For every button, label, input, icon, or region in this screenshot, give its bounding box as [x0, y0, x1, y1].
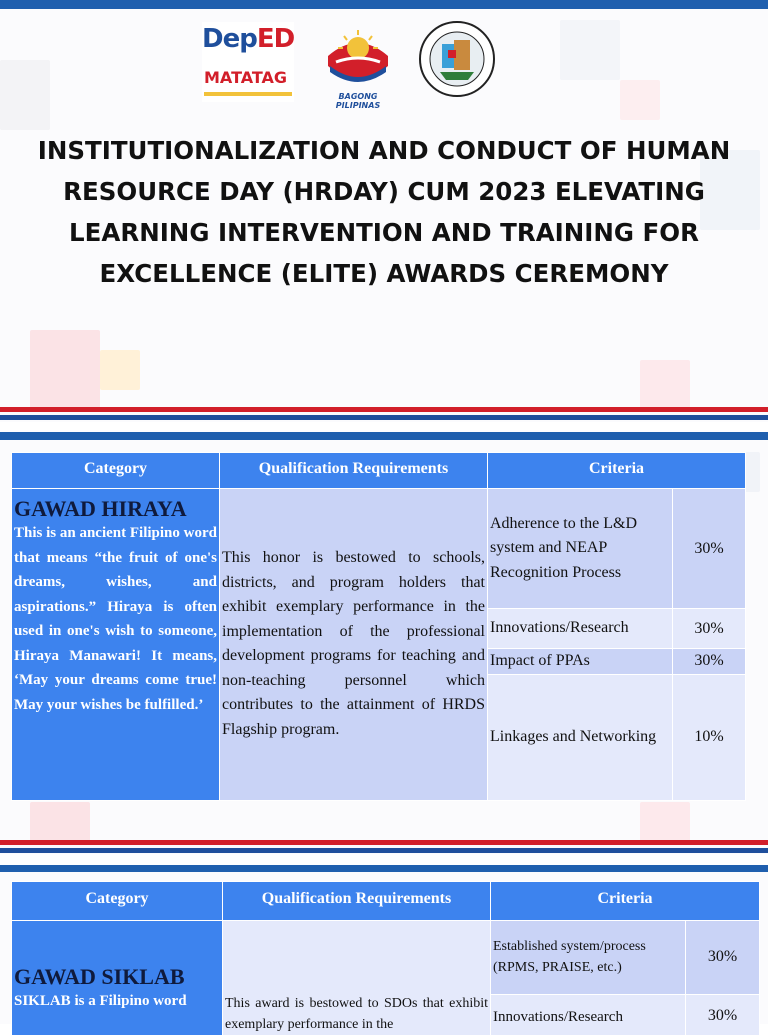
decor-square — [640, 802, 690, 842]
matatag-logo-text: MATATAG — [204, 68, 288, 87]
category-name: GAWAD SIKLAB — [14, 964, 185, 989]
criteria-label: Linkages and Networking — [488, 674, 673, 800]
slide-gap — [0, 422, 768, 432]
criteria-label: Impact of PPAs — [488, 649, 673, 675]
qualification-cell: This award is bestowed to SDOs that exhibit exemplary performance in the — [223, 921, 491, 1036]
stripe-blue — [0, 415, 768, 420]
criteria-weight: 30% — [673, 609, 746, 649]
decor-square — [30, 802, 90, 842]
category-description: This is an ancient Filipino word that means “the fruit of one's dreams, wishes, and aspirations.” Hiraya is often used in one's wish to someone, Hiraya Manawari! It means, ‘May your dreams come true! May your wishes be fulfilled.’ — [14, 525, 217, 713]
bagong-pilipinas-logo — [316, 26, 400, 110]
criteria-weight: 30% — [673, 649, 746, 675]
table-slide-hiraya — [0, 432, 768, 854]
category-cell — [12, 489, 220, 801]
top-bar — [0, 865, 768, 872]
qualification-cell: This honor is bestowed to schools, districts, and program holders that exhibit exemplary performance in the implementation of the professional development programs for teaching and non-teaching personnel which contributes to the attainment of HRDS Flagship program. — [220, 489, 488, 801]
criteria-weight: 30% — [673, 489, 746, 609]
deped-logo-text-ed: ED — [256, 24, 295, 54]
decor-square — [30, 330, 100, 410]
header-criteria: Criteria — [491, 882, 760, 921]
header-category: Category — [12, 453, 220, 489]
stripe-red — [0, 407, 768, 412]
criteria-label: Innovations/Research — [488, 609, 673, 649]
decor-square — [100, 350, 140, 390]
stripe-blue — [0, 848, 768, 853]
criteria-label: Innovations/Research — [491, 994, 686, 1035]
criteria-weight: 30% — [686, 994, 760, 1035]
slide-gap — [0, 854, 768, 865]
bagong-pilipinas-emblem-icon — [316, 26, 400, 92]
category-name: GAWAD HIRAYA — [14, 496, 187, 521]
deped-logo — [202, 22, 294, 102]
decor-square — [640, 360, 690, 410]
header-qualification: Qualification Requirements — [223, 882, 491, 921]
criteria-label: Established system/process (RPMS, PRAISE, etc.) — [491, 921, 686, 995]
deped-tagline-bar — [204, 92, 292, 96]
table-slide-siklab — [0, 865, 768, 1032]
division-seal-icon — [418, 20, 496, 98]
header-qualification: Qualification Requirements — [220, 453, 488, 489]
bagong-pilipinas-label: BAGONG PILIPINAS — [335, 92, 381, 110]
stripe-red — [0, 840, 768, 845]
header-category: Category — [12, 882, 223, 921]
top-bar — [0, 0, 768, 9]
criteria-table-hiraya — [11, 452, 746, 801]
criteria-table-siklab — [11, 881, 760, 1036]
top-bar — [0, 432, 768, 440]
header-criteria: Criteria — [488, 453, 746, 489]
criteria-weight: 10% — [673, 674, 746, 800]
logo-row — [0, 18, 768, 110]
title-slide — [0, 0, 768, 422]
sdo-seal-logo — [418, 20, 496, 98]
deped-logo-text: DepED — [202, 24, 295, 54]
page-title: INSTITUTIONALIZATION AND CONDUCT OF HUMAN RESOURCE DAY (HRDAY) CUM 2023 ELEVATING LEARNING INTERVENTION AND TRAINING FOR EXCELLENCE (ELITE) AWARDS CEREMONY — [37, 136, 731, 288]
category-cell — [12, 921, 223, 1036]
criteria-label: Adherence to the L&D system and NEAP Recognition Process — [488, 489, 673, 609]
criteria-weight: 30% — [686, 921, 760, 995]
category-description: SIKLAB is a Filipino word — [14, 993, 187, 1009]
